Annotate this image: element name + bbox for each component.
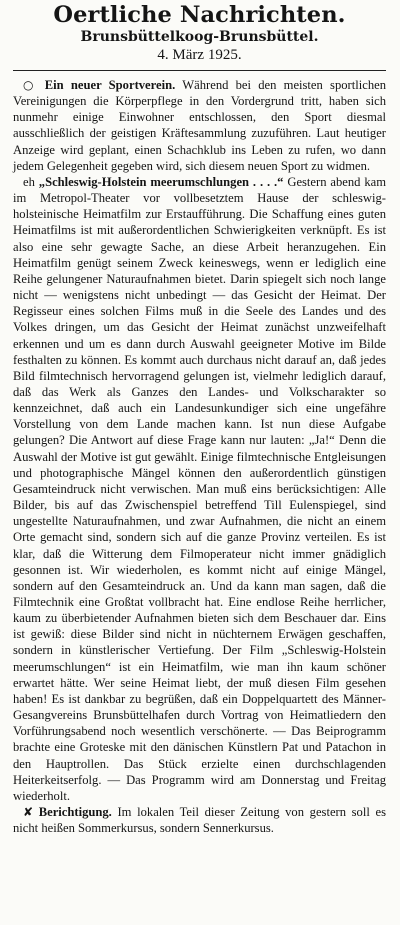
article-body: Während bei den meisten sportlichen Vereinigungen die Körperpflege in den Vordergrund tritt, haben sich nunmehr einige Einwohner entschlossen, den Sport diesmal ausschließlich der geistigen Kräftesammlung zuzuführen. Laut heutiger Anzeige wird geplant, einen Schachklub ins Leben zu rufen, wo dann jedem Gelegenheit gegeben wird, sich diesem neuen Sport zu widmen. <box>13 78 387 173</box>
article-sportverein <box>13 77 386 174</box>
cross-marker-icon: ✘ <box>23 805 34 820</box>
masthead <box>13 2 386 65</box>
article-body: Im lokalen Teil dieser Zeitung von gestern soll es nicht heißen Sommerkursus, sondern Sennerkursus. <box>13 805 386 836</box>
article-heimatfilm <box>13 174 386 804</box>
article-heading: Ein neuer Sportverein. <box>44 78 176 92</box>
locality-subtitle: Brunsbüttelkoog-Brunsbüttel. <box>80 29 319 45</box>
article-berichtigung <box>13 804 386 836</box>
masthead-divider <box>13 70 386 71</box>
issue-date: 4. März 1925. <box>157 47 242 63</box>
section-title: Oertliche Nachrichten. <box>53 2 346 28</box>
circle-marker-icon: ○ <box>23 78 38 92</box>
article-heading: „Schleswig-Holstein meerumschlungen . . . .“ <box>38 174 284 189</box>
author-mark: eh <box>23 174 35 189</box>
article-body: Gestern abend kam im Metropol-Theater vor vollbesetztem Hause der schleswig-holsteinische Heimatfilm zur Erstaufführung. Die Schaffung eines guten Heimatfilms ist mit außerordentlichen Schwierigkeiten verknüpft. Es ist also eine sehr gewagte Sache, an diese Arbeit heranzugehen. Ein Heimatfilm genügt seinem Zweck keineswegs, wenn er lediglich eine Reihe gelungener Naturaufnahmen bietet. Darin spiegelt sich noch lange nicht — wenigstens nicht unbedingt — das Gesicht der Heimat. Der Regisseur eines solchen Films muß in die Seele des Landes und des Volkes dringen, um das Gesicht der Heimat zunächst unzweifelhaft erkennen und um es dann durch Auswahl geeigneter Motive im Bilde festhalten zu können. Es kommt auch durchaus nicht darauf an, daß jedes Bild filmtechnisch hervorragend gelungen ist, vielmehr lediglich darauf, daß das Werk als Ganzes den Landes- und Volkscharakter so kennzeichnet, daß auch ein Landesunkundiger sich eine ungefähre Vorstellung von dem Lande machen kann. Ist nun diese Aufgabe gelungen? Die Antwort auf diese Frage kann nur lauten: „Ja!“ Denn die Auswahl der Motive ist gut gewählt. Einige filmtechnische Entgleisungen und photographische Mängel können den außerordentlich günstigen Gesamteindruck nicht verwischen. Man muß eins berücksichtigen: Alle Bilder, bis auf das Zwischenspiel betreffend Till Eulenspiegel, sind ungestellte Naturaufnahmen, und zwar Aufnahmen, die nicht an einem Orte gemacht sind, sondern sich auf die ganze Provinz verteilen. Es ist klar, daß die Witterung dem Filmoperateur nicht immer gnädiglich gesonnen ist. Wir wiederholen, es kommt nicht auf einige Mängel, sondern auf den Gesamteindruck an. Und da kann man sagen, daß die Filmtechnik eine Großtat vollbracht hat. Eine endlose Reihe herrlicher, kaum zu überbietender Aufnahmen bieten sich dem Beschauer dar. Eins ist gewiß: diese Bilder sind nicht in nüchternem Erwägen geschaffen, sondern in künstlerischer Vertiefung. Der Film „Schleswig-Holstein meerumschlungen“ ist ein Heimatfilm, wie man ihn kaum schöner erwartet hätte. Wer seine Heimat liebt, der muß diesen Film gesehen haben! Es ist dankbar zu begrüßen, daß ein Doppelquartett des Männer-Gesangvereins Brunsbüttelhafen durch Vortrag von Heimatliedern den Vorführungsabend noch wesentlich verschönerte. — Das Beiprogramm brachte eine Groteske mit den dänischen Künstlern Pat und Patachon in den Hauptrollen. Das Stück erzielte einen durchschlagenden Heiterkeitserfolg. — Das Programm wird am Donnerstag und Freitag wiederholt. <box>13 174 387 803</box>
article-heading: Berichtigung. <box>38 805 112 820</box>
